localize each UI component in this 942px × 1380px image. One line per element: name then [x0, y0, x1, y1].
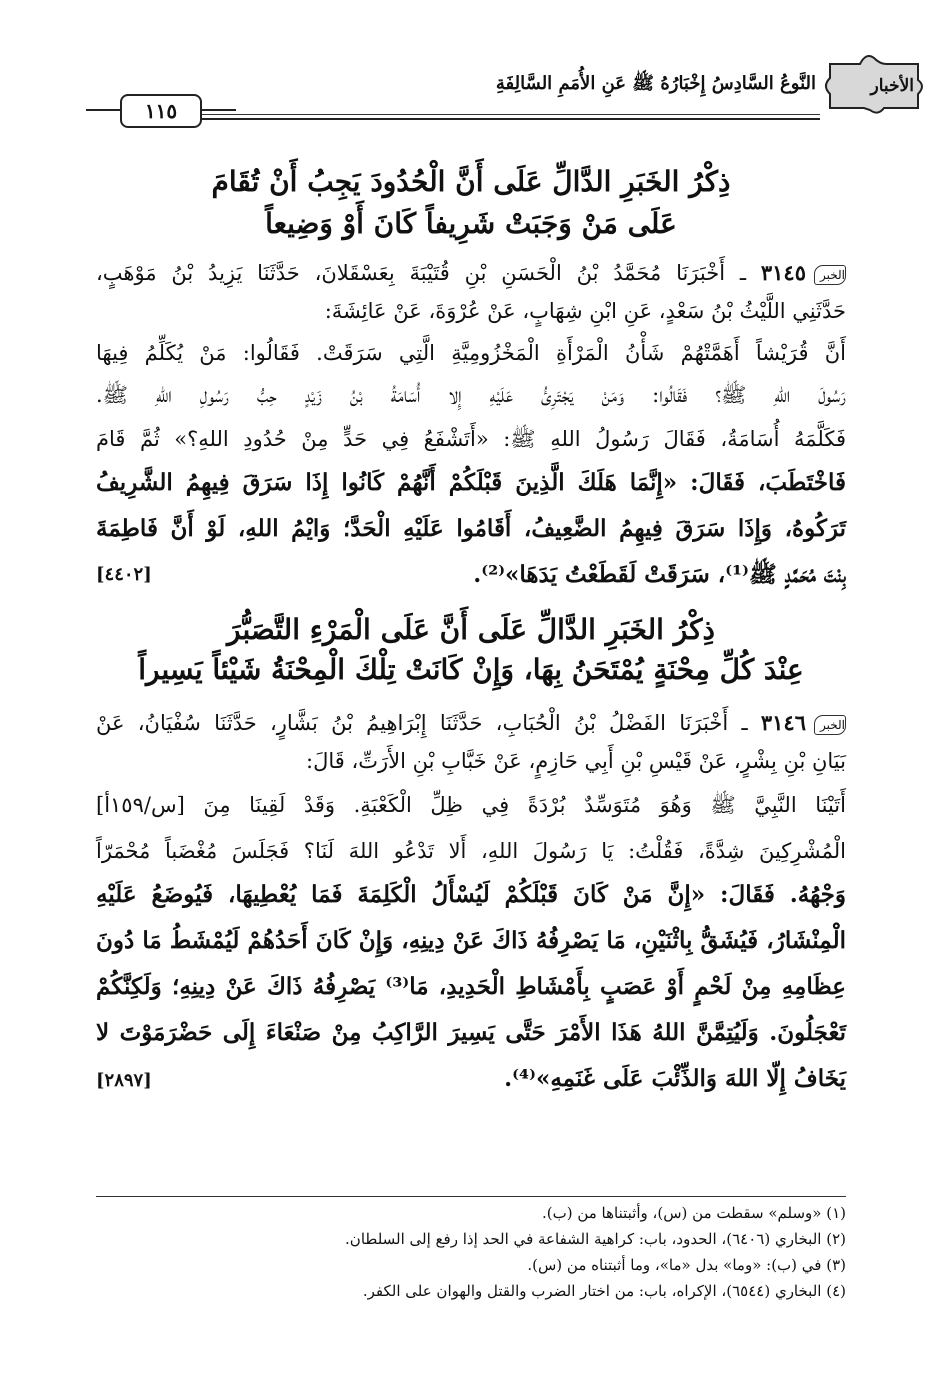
footnote-4: (٤) البخاري (٦٥٤٤)، الإكراه، باب: من اختار الضرب والقتل والهوان على الكفر.: [362, 1282, 846, 1300]
hadith-3145-line-7: تَرَكُوهُ، وَإِذَا سَرَقَ فِيهِمُ الضَّعِيفُ، أَقَامُوا عَلَيْهِ الْحَدَّ؛ وَايْمُ اللهِ، لَوْ أَنَّ فَاطِمَةَ: [96, 515, 846, 542]
header-rule-thick: [196, 118, 820, 120]
chapter-title-2a: ذِكْرُ الخَبَرِ الدَّالِّ عَلَى أَنَّ عَلَى الْمَرْءِ التَّصَبُّرَ: [227, 613, 715, 646]
hadith-3146-line-9: يَخَافُ إِلّا اللهَ وَالذِّئْبَ عَلَى غَنَمِهِ»⁽⁴⁾.: [504, 1065, 846, 1092]
page-number: ١١٥: [120, 94, 202, 128]
hadith-3145-line-8: بِنْتَ مُحَمَّدٍ ﷺ⁽¹⁾، سَرَقَتْ لَقَطَعْتُ يَدَهَا»⁽²⁾.: [473, 561, 846, 588]
hadith-3146-line-6: الْمِنْشَارُ، فَيُشَقُّ بِاثْنَيْنِ، مَا يَصْرِفُهُ ذَاكَ عَنْ دِينِهِ، وَإِنْ كَانَ أَحَدُهُمْ لَيُمْشَطُ مَا دُونَ: [96, 927, 846, 954]
text-line: أَخْبَرَنَا مُحَمَّدُ بْنُ الْحَسَنِ بْنِ قُتَيْبَةَ بِعَسْقَلانَ، حَدَّثَنَا يَزِيدُ بْنُ مَوْهَبٍ،: [96, 261, 726, 285]
hadith-reference: [٢٨٩٧]: [96, 1070, 152, 1091]
header-rule: [196, 114, 820, 115]
hadith-3146-line-3: أَتَيْنَا النَّبِيَّ ﷺ وَهُوَ مُتَوَسِّدٌ بُرْدَةً فِي ظِلِّ الْكَعْبَةِ. وَقَدْ لَقِينَا مِنَ [س/١٥٩أ]: [96, 793, 846, 817]
footnote-3: (٣) في (ب): «وما» بدل «ما»، وما أثبتناه من (س).: [527, 1256, 846, 1274]
hadith-3145-line-6: فَاخْتَطَبَ، فَقَالَ: «إِنَّمَا هَلَكَ الَّذِينَ قَبْلَكُمْ أَنَّهُمْ كَانُوا إِذَا سَرَقَ فِيهِمُ الشَّرِيفُ: [96, 469, 846, 496]
footnote-1: (١) «وسلم» سقطت من (س)، وأثبتناها من (ب).: [541, 1204, 846, 1222]
chapter-title-2b: عِنْدَ كُلِّ مِحْنَةٍ يُمْتَحَنُ بِهَا، وَإِنْ كَانَتْ تِلْكَ الْمِحْنَةُ شَيْئاً يَسِيراً: [138, 653, 804, 686]
hadith-3145-line-4: رَسُولَ اللهِ ﷺ؟ فَقَالُوا: وَمَنْ يَجْتَرِئُ عَلَيْهِ إِلا أُسَامَةُ بْنُ زَيْدٍ حِبُّ رَسُولِ اللهِ ﷺ.: [96, 383, 846, 407]
chapter-title-1b: عَلَى مَنْ وَجَبَتْ شَرِيفاً كَانَ أَوْ وَضِيعاً: [265, 207, 677, 240]
hadith-3146-line-4: الْمُشْرِكِينَ شِدَّةً، فَقُلْتُ: يَا رَسُولَ اللهِ، أَلا تَدْعُو اللهَ لَنَا؟ فَجَلَسَ مُغْضَباً مُحْمَرّاً: [96, 839, 846, 863]
hadith-3145-line-1: الخبر٣١٤٥ ـ أَخْبَرَنَا مُحَمَّدُ بْنُ الْحَسَنِ بْنِ قُتَيْبَةَ بِعَسْقَلانَ، حَدَّثَنَا يَزِيدُ بْنُ مَوْهَبٍ،: [96, 260, 845, 285]
hadith-number: ٣١٤٦: [760, 710, 806, 735]
chapter-title-1a: ذِكْرُ الخَبَرِ الدَّالِّ عَلَى أَنَّ الْحُدُودَ يَجِبُ أَنْ تُقَامَ: [211, 165, 731, 198]
text-line: أَخْبَرَنَا الفَضْلُ بْنُ الْحُبَابِ، حَدَّثَنَا إِبْرَاهِيمُ بْنُ بَشَّارٍ، حَدَّثَنَا سُفْيَانُ، عَنْ: [96, 711, 729, 735]
footnote-2: (٢) البخاري (٦٤٠٦)، الحدود، باب: كراهية الشفاعة في الحد إذا رفع إلى السلطان.: [345, 1230, 846, 1248]
hadith-3145-line-3: أَنَّ قُرَيْشاً أَهَمَّتْهُمْ شَأْنُ الْمَرْأَةِ الْمَخْزُومِيَّةِ الَّتِي سَرَقَتْ. فَقَالُوا: مَنْ يُكَلِّمُ فِيهَا: [96, 341, 846, 365]
khabar-marker-icon: الخبر: [814, 265, 846, 285]
badge-label: الأخبار: [870, 76, 914, 96]
hadith-3146-line-2: بَيَانِ بْنِ بِشْرٍ، عَنْ قَيْسِ بْنِ أَبِي حَازِمٍ، عَنْ خَبَّابِ بْنِ الأَرَتِّ، قَالَ:: [306, 749, 846, 773]
page-header: [88, 50, 928, 123]
hadith-number: ٣١٤٥: [760, 260, 806, 285]
hadith-reference: [٤٤٠٢]: [96, 564, 152, 585]
footnote-rule: [96, 1196, 846, 1197]
hadith-3146-line-8: تَعْجَلُونَ. وَلَيُتِمَّنَّ اللهُ هَذَا الأَمْرَ حَتَّى يَسِيرَ الرَّاكِبُ مِنْ صَنْعَاءَ إِلَى حَضْرَمَوْتَ لا: [96, 1019, 846, 1046]
hadith-3145-line-2: حَدَّثَنِي اللَّيْثُ بْنُ سَعْدٍ، عَنِ ابْنِ شِهَابٍ، عَنْ عُرْوَةَ، عَنْ عَائِشَةَ:: [324, 299, 846, 323]
hadith-3146-line-1: الخبر٣١٤٦ ـ أَخْبَرَنَا الفَضْلُ بْنُ الْحُبَابِ، حَدَّثَنَا إِبْرَاهِيمُ بْنُ بَشَّارٍ، حَدَّثَنَا سُفْيَانُ، عَنْ: [96, 710, 845, 735]
khabar-marker-icon: الخبر: [814, 715, 846, 735]
running-title: النَّوعُ السَّادِسُ إِخْبَارُهُ ﷺ عَنِ الأُمَمِ السَّالِفَةِ: [495, 73, 816, 94]
hadith-3145-line-5: فَكَلَّمَهُ أُسَامَةُ، فَقَالَ رَسُولُ اللهِ ﷺ: «أَتَشْفَعُ فِي حَدٍّ مِنْ حُدُودِ اللهِ؟» ثُمَّ قَامَ: [96, 427, 846, 451]
hadith-3146-line-5: وَجْهُهُ. فَقَالَ: «إِنَّ مَنْ كَانَ قَبْلَكُمْ لَيُسْأَلُ الْكَلِمَةَ فَمَا يُعْطِيهَا، فَيُوضَعُ عَلَيْهِ: [96, 881, 846, 908]
hadith-3146-line-7: عِظَامِهِ مِنْ لَحْمٍ أَوْ عَصَبٍ بِأَمْشَاطِ الْحَدِيدِ، مَا⁽³⁾ يَصْرِفُهُ ذَاكَ عَنْ دِينِهِ؛ وَلَكِنَّكُمْ: [96, 973, 846, 1000]
